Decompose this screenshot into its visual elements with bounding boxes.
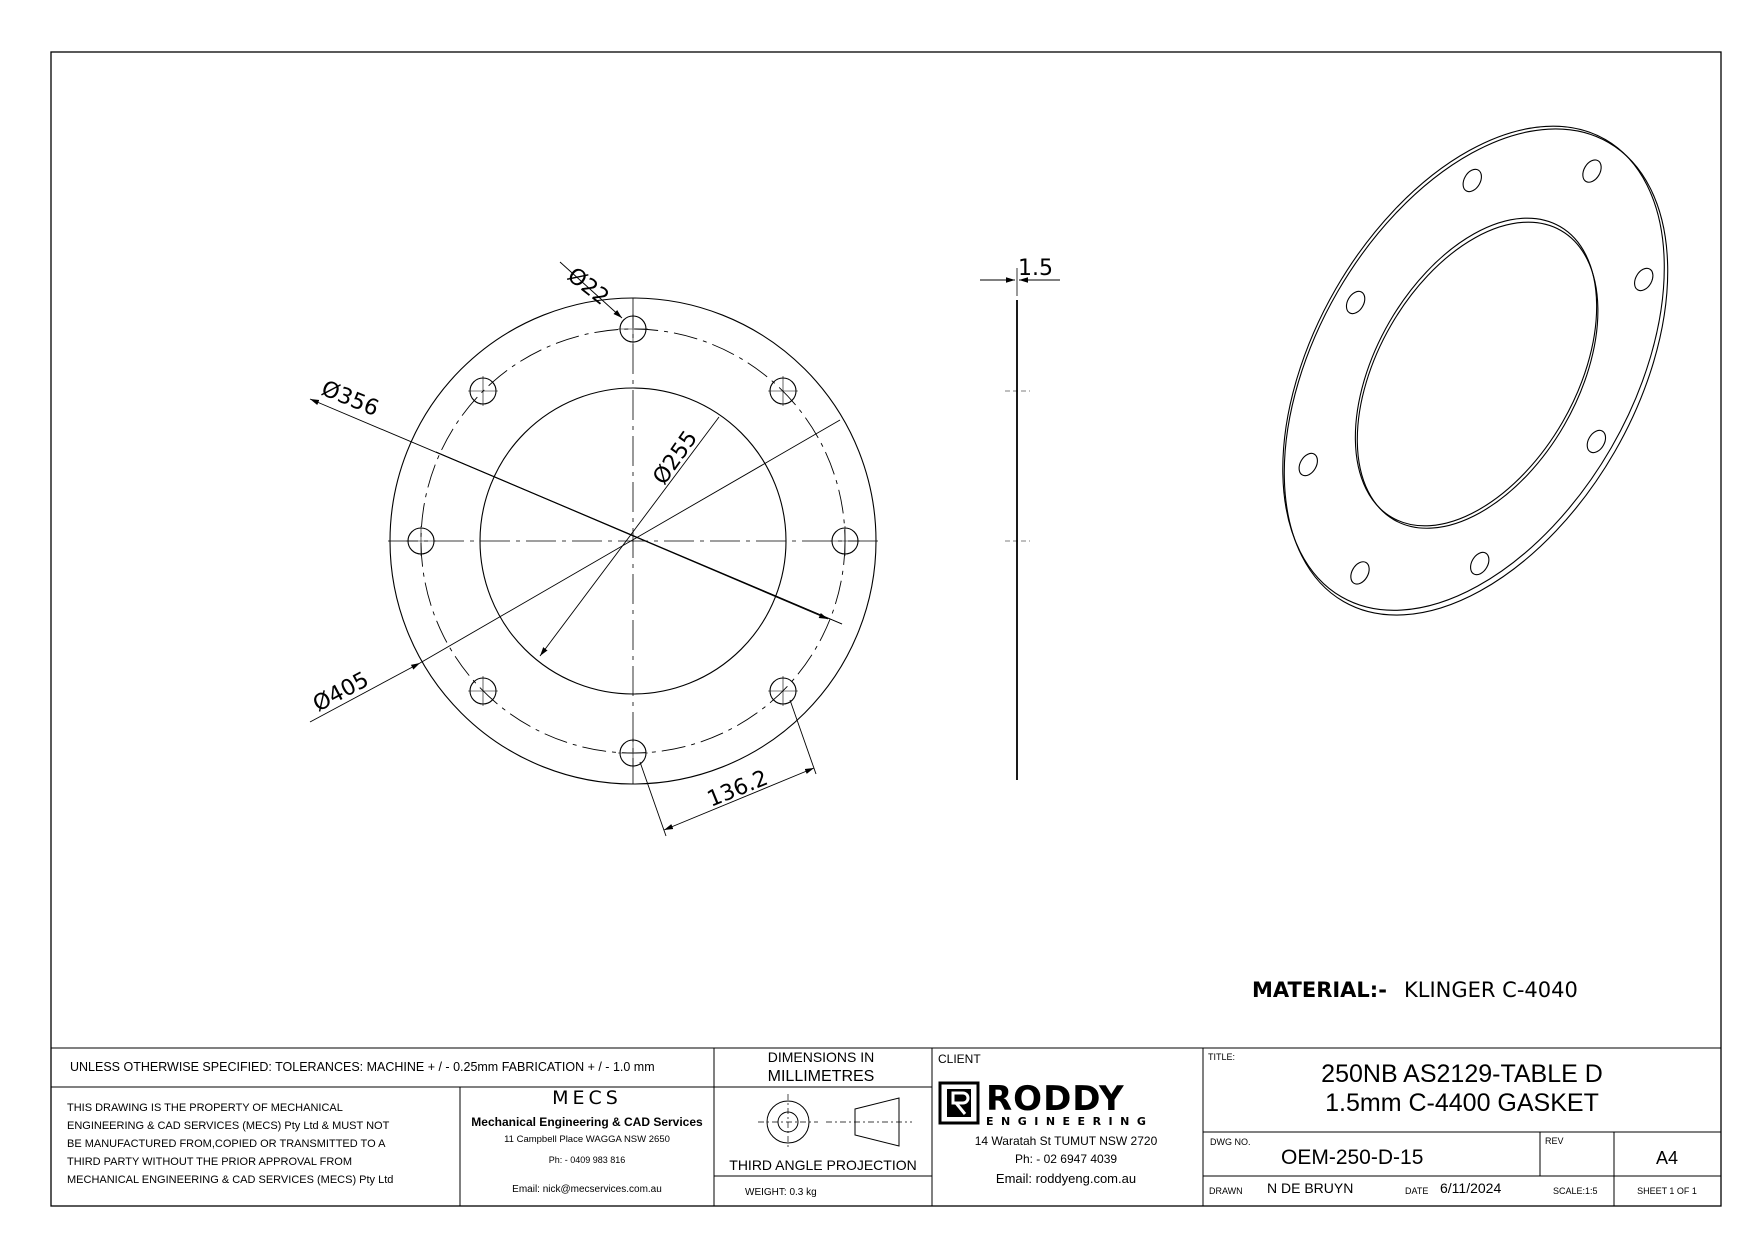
mecs-logo: MECS	[552, 1087, 622, 1109]
pitch-ext-2	[790, 700, 816, 774]
drawing-date: 6/11/2024	[1440, 1180, 1502, 1196]
bolt-hole	[830, 526, 860, 556]
client-address: 14 Waratah St TUMUT NSW 2720	[974, 1134, 1158, 1148]
mecs-email: Email: nick@mecservices.com.au	[512, 1184, 662, 1195]
dwg-no: OEM-250-D-15	[1281, 1146, 1424, 1169]
drawn-by: N DE BRUYN	[1267, 1180, 1354, 1196]
side-view	[980, 268, 1060, 780]
title-label: TITLE:	[1208, 1052, 1236, 1062]
isometric-view	[1202, 60, 1747, 681]
sheet-size: A4	[1655, 1148, 1679, 1168]
iso-bolt-hole	[1343, 288, 1369, 317]
material-label: MATERIAL:-	[1252, 978, 1387, 1002]
bolt-hole	[618, 314, 648, 344]
projection-label: THIRD ANGLE PROJECTION	[729, 1157, 917, 1173]
iso-bolt-hole	[1579, 157, 1605, 186]
bolt-hole	[768, 376, 798, 406]
property-line-4: THIRD PARTY WITHOUT THE PRIOR APPROVAL FROM	[67, 1156, 353, 1168]
iso-bolt-hole	[1467, 549, 1493, 578]
property-line-3: BE MANUFACTURED FROM,COPIED OR TRANSMITTED TO A	[67, 1138, 386, 1150]
dim-pcd-dia: Ø356	[317, 376, 383, 422]
iso-inner-edge	[1305, 177, 1646, 568]
sheet-number: SHEET 1 OF 1	[1637, 1186, 1697, 1196]
bolt-hole	[406, 526, 436, 556]
mecs-name: Mechanical Engineering & CAD Services	[471, 1115, 703, 1129]
pitch-ext-1	[640, 762, 666, 836]
roddy-logo	[940, 1079, 1153, 1128]
bolt-hole	[768, 676, 798, 706]
iso-bolt-hole	[1459, 166, 1485, 195]
iso-outer-edge	[1205, 63, 1747, 682]
bolt-hole	[468, 676, 498, 706]
roddy-logo-text: RODDY	[986, 1079, 1125, 1119]
weight-label: WEIGHT: 0.3 kg	[745, 1187, 817, 1198]
outer-dia-ext	[420, 420, 840, 663]
drawing-scale: SCALE:1:5	[1553, 1186, 1598, 1196]
client-label: CLIENT	[938, 1052, 981, 1066]
dim-hole-pitch: 136.2	[703, 765, 772, 813]
dim-thickness: 1.5	[1018, 256, 1053, 281]
bolt-hole	[468, 376, 498, 406]
property-line-2: ENGINEERING & CAD SERVICES (MECS) Pty Ltd & MUST NOT	[67, 1120, 390, 1132]
drawing-title-line2: 1.5mm C-4400 GASKET	[1325, 1089, 1599, 1117]
drawing-border	[51, 52, 1721, 1206]
iso-bolt-hole	[1583, 427, 1609, 456]
dimensions-unit-line2: MILLIMETRES	[767, 1068, 875, 1085]
iso-bolt-hole	[1631, 265, 1657, 294]
mecs-phone: Ph: - 0409 983 816	[548, 1155, 626, 1165]
dim-hole-dia: Ø22	[562, 263, 614, 311]
dim-outer-dia: Ø405	[309, 667, 374, 718]
dim-inner-dia: Ø255	[648, 426, 703, 490]
date-label: DATE	[1405, 1186, 1429, 1196]
tolerance-note: UNLESS OTHERWISE SPECIFIED: TOLERANCES: MACHINE + / - 0.25mm FABRICATION + / - 1.0 mm	[70, 1060, 655, 1074]
property-line-5: MECHANICAL ENGINEERING & CAD SERVICES (MECS) Pty Ltd	[67, 1174, 394, 1186]
dwg-no-label: DWG NO.	[1210, 1137, 1251, 1147]
drawn-label: DRAWN	[1209, 1186, 1243, 1196]
front-view	[310, 262, 880, 836]
rev-label: REV	[1545, 1136, 1564, 1146]
material-value: KLINGER C-4040	[1404, 978, 1578, 1002]
client-email: Email: roddyeng.com.au	[995, 1171, 1137, 1186]
iso-bolt-hole	[1295, 450, 1321, 479]
drawing-title-line1: 250NB AS2129-TABLE D	[1321, 1060, 1603, 1088]
dimensions-unit-line1: DIMENSIONS IN	[767, 1049, 875, 1065]
client-phone: Ph: - 02 6947 4039	[1014, 1152, 1118, 1166]
bolt-hole	[618, 738, 648, 768]
projection-symbol	[758, 1094, 912, 1150]
mecs-address: 11 Campbell Place WAGGA NSW 2650	[504, 1134, 670, 1145]
property-line-1: THIS DRAWING IS THE PROPERTY OF MECHANICAL	[67, 1102, 343, 1114]
roddy-logo-subtext: ENGINEERING	[986, 1115, 1154, 1128]
iso-bolt-hole	[1347, 559, 1373, 588]
pcd-dia-end	[436, 452, 828, 619]
